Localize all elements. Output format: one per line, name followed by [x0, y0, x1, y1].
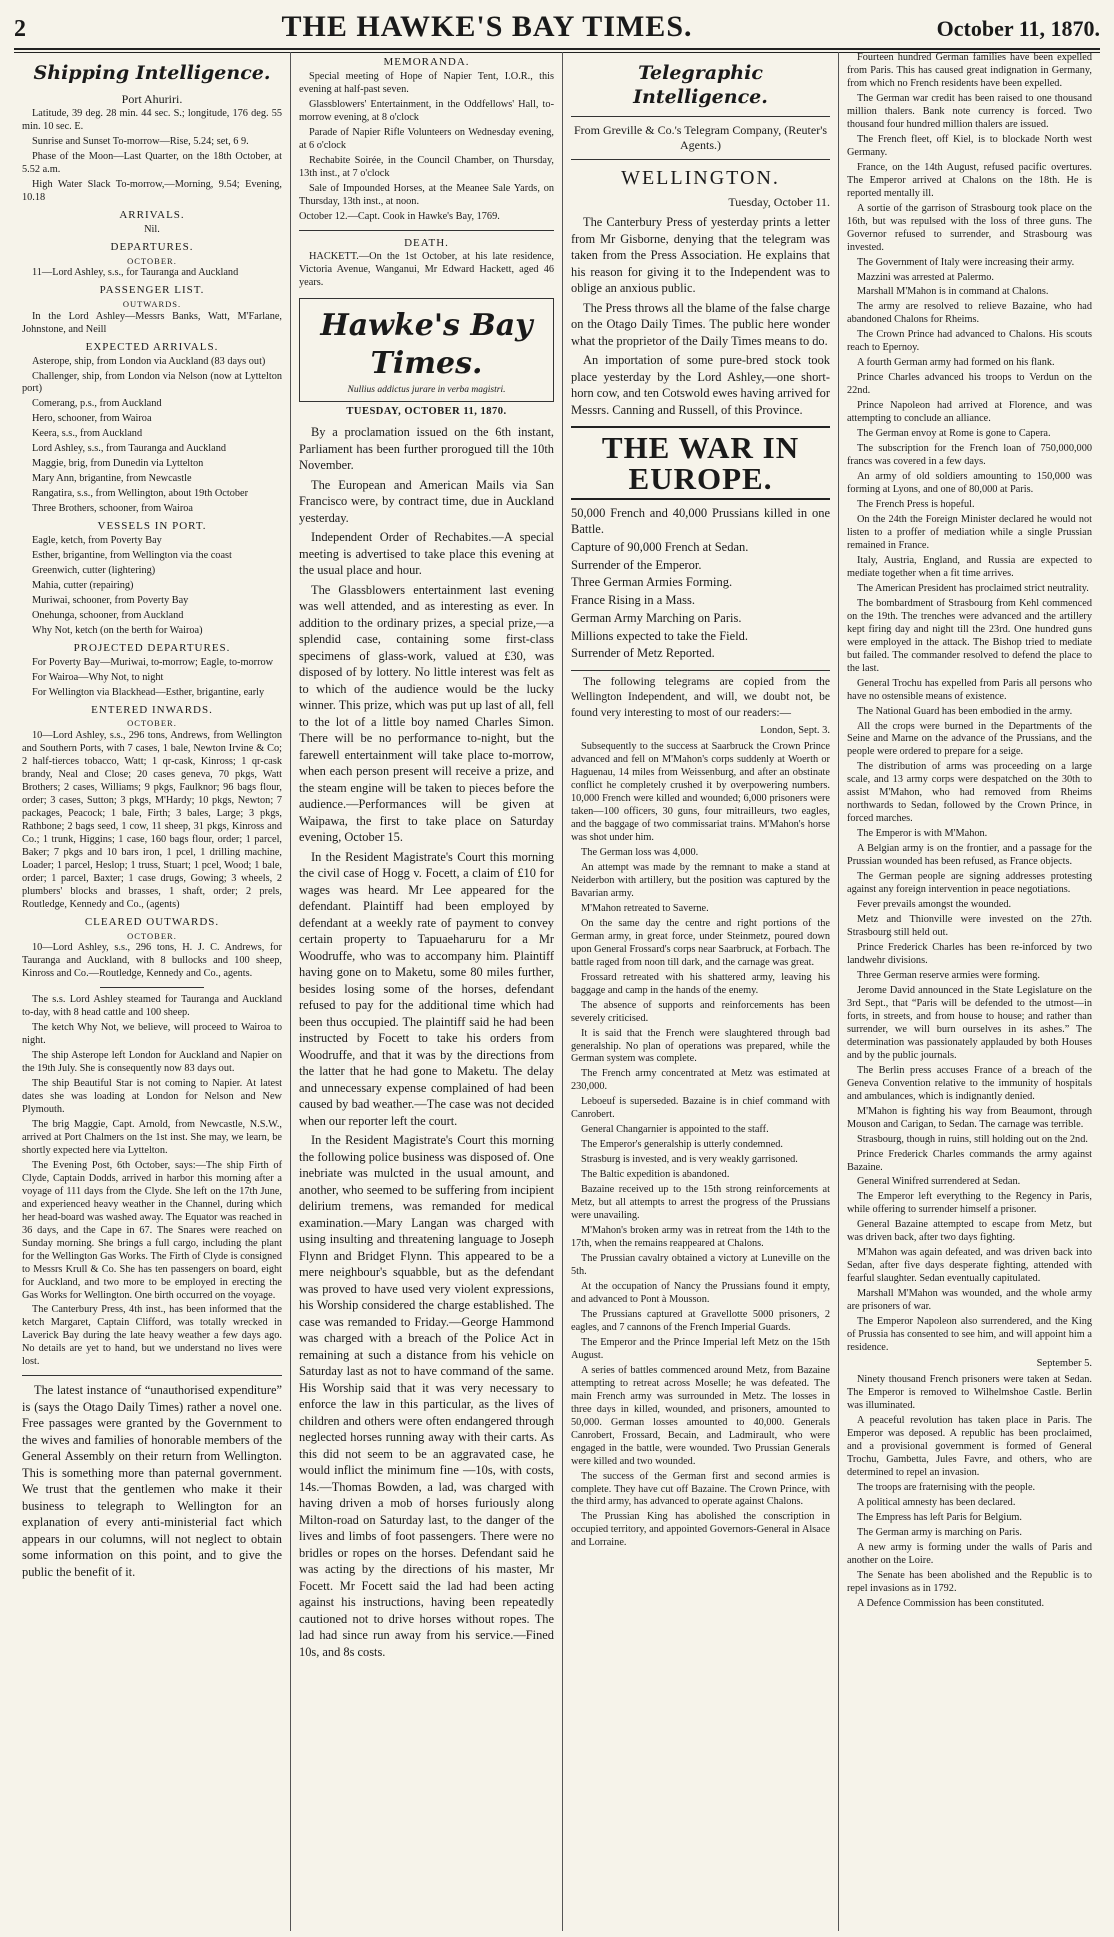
expected-list: [22, 356, 282, 517]
memo-list: [299, 71, 554, 209]
war-title: THE WAR IN EUROPE.: [571, 426, 830, 500]
entered-month: OCTOBER.: [127, 718, 177, 729]
projected-departure-line: For Poverty Bay—Muriwai, to-morrow; Eagle, to-morrow: [32, 656, 274, 668]
departures-title: DEPARTURES.: [110, 240, 194, 253]
shipping-heading: Shipping Intelligence.: [33, 62, 271, 84]
telegram-paragraph: The Emperor's generalship is utterly condemned.: [581, 1139, 784, 1151]
telegram-paragraph: On the same day the centre and right portions of the German army, in great force, under Steinmetz, poured down upon General Frossard's corps near Saarbruck, at Forbach. The battle raged from noon till dark, and the carnage was great.: [571, 917, 831, 968]
entered-text: 10—Lord Ashley, s.s., 296 tons, Andrews, from Wellington and Southern Ports, with 7 cases, 1 bale, Newton Irvine & Co; 2 half-tierces tobacco, Watt; 1 qr-cask, Kinross; 1 qr-cask brandy, Neal and Close; 20 cases geneva, 70 pkgs, Watt Brothers; 2 cases, Williams; 9 pkgs, Faulknor; 96 bags flour, order; 3 cases, Sutton; 3 pkgs, M'Hardy; 10 pkgs, Newton; 7 packages, Peacock; 1 bale, Firth; 3 bales, Large; 3 pkgs, Rathbone; 2 bags seed, 1 cow, 11 sheep, 31 pkgs, Kinross and Co.; 1 trunk, Higgins; 1 case, 160 bags flour, order; 1 parcel, Baker; 7 pkgs and 10 bars iron, 1 pcel, 1 drilling machine, Loader; 1 parcel, Heslop; 1 truss, Stuart; 1 pcel, Wood; 1 bale, order; 1 parcel, Baxter; 1 case drugs, Gowing; 3 wheels, 2 plumbers' blocks and brasses, 1 shaft, order; 2 prels, Routledge, Kennedy and Co., (agents): [22, 730, 282, 910]
moon-text: Phase of the Moon—Last Quarter, on the 18th October, at 5.52 a.m.: [22, 150, 282, 175]
divider: [100, 987, 204, 988]
arrivals-text: Nil.: [144, 223, 160, 235]
war-news-paragraph: An army of old soldiers amounting to 150,000 was forming at Lyons, and one of 80,000 at Paris.: [847, 471, 1092, 496]
war-news-paragraph: The Emperor is with M'Mahon.: [857, 828, 988, 840]
leader-paragraphs: [299, 424, 554, 1660]
columns: [14, 52, 1100, 1931]
war-headline: Surrender of the Emperor.: [571, 557, 702, 572]
wellington-paragraph: The Press throws all the blame of the false charge on the Otago Daily Times. The public here wonder what the proprietor of the Daily Times means to do.: [571, 300, 830, 348]
telegram-dateline: London, Sept. 3.: [760, 724, 830, 736]
cleared-text: 10—Lord Ashley, s.s., 296 tons, H. J. C. Andrews, for Tauranga and Auckland, with 8 bullocks and 100 sheep, Kinross and Co.—Routledge, Kennedy and Co., agents.: [22, 942, 282, 980]
city-heading: WELLINGTON.: [621, 167, 780, 190]
war-news-paragraph: The troops are fraternising with the people.: [857, 1482, 1036, 1494]
war-news-paragraph: Fourteen hundred German families have been expelled from Paris. This has caused great indignation in Germany, from which no French residents have been expelled.: [847, 52, 1092, 89]
war-news-paragraph: Prince Napoleon had arrived at Florence, and was attempting to conclude an alliance.: [847, 400, 1092, 425]
war-headline: Millions expected to take the Field.: [571, 628, 749, 643]
paper-name: THE HAWKE'S BAY TIMES.: [281, 10, 693, 43]
expected-arrival-line: Challenger, ship, from London via Nelson (now at Lyttelton port): [22, 370, 282, 395]
war-news-paragraph: The French fleet, off Kiel, is to blockade North west Germany.: [847, 133, 1092, 158]
shipping-note: The s.s. Lord Ashley steamed for Tauranga and Auckland to-day, with 8 head cattle and 100 sheep.: [22, 994, 282, 1019]
war-headline: German Army Marching on Paris.: [571, 610, 742, 625]
telegram-paragraph: The Emperor and the Prince Imperial left Metz on the 15th August.: [571, 1336, 830, 1361]
column-shipping: [14, 52, 290, 1931]
war-news-paragraph: A sortie of the garrison of Strasbourg took place on the 16th, but was repulsed with the loss of three guns. The Governor refused to surrender, and Strasbourg was invested.: [847, 202, 1092, 253]
vessel-in-port-line: Esther, brigantine, from Wellington via the coast: [32, 550, 232, 562]
projected-departure-line: For Wellington via Blackhead—Esther, brigantine, early: [32, 686, 265, 698]
telegram-paragraph: A series of battles commenced around Metz, from Bazaine attempting to retreat across Moselle; he was defeated. The main French army was surrounded in Metz. The losses in three days in killed, wounded, and prisoners, amounted to 50,000. German losses amounted to 40,000. Generals Canrobert, Frossard, Becain, and Ladmirault, who were engaged in the battle, were wounded. Two Prussian Generals were killed and two wounded.: [571, 1364, 830, 1467]
war-news-paragraph: On the 24th the Foreign Minister declared he would not listen to a proffer of mediation while a single Prussian remained in France.: [847, 513, 1092, 551]
war-headline: Capture of 90,000 French at Sedan.: [571, 539, 749, 554]
war-news-paragraph: The Government of Italy were increasing their army.: [857, 256, 1075, 268]
projected-list: [22, 657, 282, 700]
war-headline: Surrender of Metz Reported.: [571, 646, 715, 661]
inport-title: VESSELS IN PORT.: [97, 520, 207, 533]
war-news-paragraph: Mazzini was arrested at Palermo.: [857, 271, 994, 283]
leader-paragraph: By a proclamation issued on the 6th instant, Parliament has been further prorogued till the 10th November.: [299, 425, 554, 473]
expected-arrival-line: Rangatira, s.s., from Wellington, about 19th October: [32, 488, 249, 500]
telegram-paragraph: The French army concentrated at Metz was estimated at 230,000.: [571, 1068, 830, 1093]
telegram-paragraph: The Prussians captured at Gravellotte 5000 prisoners, 2 eagles, and 7 cannons of the French Imperial Guards.: [571, 1308, 830, 1333]
telegram-paragraph: M'Mahon retreated to Saverne.: [581, 902, 709, 914]
war-news-paragraph: The bombardment of Strasbourg from Kehl commenced on the 19th. The trenches were advanced and the artillery kept firing day and night till the 23rd. One hundred guns were employed in the attack. The Bishop tried to mediate but failed. The commander resolved to defend the place to the last.: [847, 597, 1092, 674]
war-headline: France Rising in a Mass.: [571, 593, 695, 608]
expected-arrival-line: Comerang, p.s., from Auckland: [32, 398, 162, 410]
editorial-text: The latest instance of “unauthorised expenditure” is (says the Otago Daily Times) rather a novel one. Free passages were granted by the Government to the wives and families of honorable members of the General Assembly on their return from Wellington. This is something more than paternal government. We trust that the gentlemen who make it their business to telegraph to Wellington for an explanation of every anti-ministerial fact which appears in our columns, will not neglect to obtain some information on this point, and to give the public the benefit of it.: [22, 1383, 282, 1579]
war-news-paragraph: The Emperor left everything to the Regency in Paris, while offering to surrender himself a prisoner.: [847, 1191, 1092, 1216]
war-news-paragraph: A peaceful revolution has taken place in Paris. The Emperor was deposed. A republic has been proclaimed, and a provisional government is formed of General Trochu, Gambetta, Jules Favre, and others, who are determined to repel an invasion.: [847, 1415, 1092, 1479]
passenger-title: PASSENGER LIST.: [99, 284, 205, 297]
expected-arrival-line: Three Brothers, schooner, from Wairoa: [32, 503, 193, 515]
expected-arrival-line: Maggie, brig, from Dunedin via Lyttelton: [32, 458, 204, 470]
divider: [571, 670, 830, 671]
war-news-paragraph: Prince Charles advanced his troops to Verdun on the 22nd.: [847, 372, 1092, 397]
war-dateline: September 5.: [1036, 1358, 1092, 1370]
war-news-paragraph: Strasbourg, though in ruins, still holding out on the 2nd.: [857, 1133, 1088, 1145]
arrivals-title: ARRIVALS.: [119, 208, 185, 221]
memo-line: Special meeting of Hope of Napier Tent, I.O.R., this evening at half-past seven.: [299, 70, 554, 95]
war-headlines: [571, 506, 830, 662]
war-news-paragraph: Jerome David announced in the State Legislature on the 3rd Sept., that “Paris will be defended to the utmost—in forts, in streets, and from house to house; and rather than surrender, we will burn ourselves in its ashes.” The determination was passionately applauded by both Houses and by the public journals.: [847, 984, 1092, 1061]
telegram-paragraph: Leboeuf is superseded. Bazaine is in chief command with Canrobert.: [571, 1096, 830, 1121]
divider: [299, 230, 554, 231]
vessel-in-port-line: Greenwich, cutter (lightering): [32, 565, 156, 576]
leader-paragraph: In the Resident Magistrate's Court this morning the following police business was disposed of. One inebriate was mulcted in the usual amount, and another, who seemed to be suffering from incipient delirium tremens, was remanded for medical examination.—Mary Langan was charged with using insulting and threatening language to Joseph Flynn and Bridget Flynn. This appeared to be a mere neighbour's squabble, but as the defendant was proved to have used very violent expressions, his Worship considered the charge established. The case was remanded to Friday.—George Hammond was charged with a breach of the Police Act in remaining at such a distance from his vehicle on Saturday last as not to have command of the same. His Worship said that it was very necessary to enforce the law in this particular, as the lives of children and others were often endangered through neglected horses running away with their carts. As this did not seem to be an aggravated case, he would inflict the minimum fine —10s, with costs, 14s.—Thomas Bowden, a lad, was charged with having driven a mob of horses furiously along Milton-road on Saturday last, to the danger of the lives and limbs of foot passengers. There were no bridles or ropes on the horses. Defendant said he was acting by the directions of his master, Mr Focett. Mr Focett said the lad had been acting against his instructions, having been repeatedly cautioned not to drive horses without ropes. The lad had since run away from his service.—Fined 10s, and 8s costs.: [299, 1133, 554, 1659]
inport-list: [22, 535, 282, 638]
telegram-intro: The following telegrams are copied from the Wellington Independent, and will, we doubt not, be found very interesting to most of our readers:—: [571, 676, 830, 719]
vessel-in-port-line: Onehunga, schooner, from Auckland: [32, 609, 184, 621]
wellington-paragraphs: [571, 214, 830, 418]
shipping-note: The Evening Post, 6th October, says:—The ship Firth of Clyde, Captain Dodds, arrived in harbor this morning after a voyage of 111 days from the Clyde. She left on the 17th June, and experienced heavy weather in the Channel, during which her head-board was washed away. The Equator was reached in 36 days, and the Cape in 67. The Snares were reached on Sunday morning. She brings a full cargo, including the plant for the Wellington Gas Works. The Firth of Clyde is consigned to Messrs Krull & Co. She has ten passengers on board, eight for Auckland, and two more to be employed in erecting the Gas Works for Wellington. One birth occurred on the voyage.: [22, 1159, 282, 1301]
vessel-in-port-line: Muriwai, schooner, from Poverty Bay: [32, 594, 189, 606]
telegram-paragraph: General Changarnier is appointed to the staff.: [581, 1124, 769, 1136]
telegram-source: From Greville & Co.'s Telegram Company, (Reuter's Agents.): [573, 122, 828, 152]
war-news-paragraph: All the crops were burned in the Departments of the Seine and Marne on the advance of the Prussians, and the people were ordered to prepare for a seige.: [847, 720, 1092, 758]
memo-line: Parade of Napier Rifle Volunteers on Wednesday evening, at 6 o'clock: [299, 126, 554, 151]
paper-title: Hawke's Bay Times.: [320, 308, 533, 382]
war-news-paragraph: The army are resolved to relieve Bazaine, who had abandoned Chalons for Rheims.: [847, 301, 1092, 326]
telegram-paragraph: The Prussian cavalry obtained a victory at Luneville on the 5th.: [571, 1253, 830, 1278]
war-news-paragraph: The Berlin press accuses France of a breach of the Geneva Convention relative to the immunity of hospitals and ambulances, which is indignantly denied.: [847, 1064, 1092, 1102]
war-news-paragraph: Marshall M'Mahon was wounded, and the whole army are prisoners of war.: [847, 1288, 1092, 1313]
memo-line: Sale of Impounded Horses, at the Meanee Sale Yards, on Thursday, 13th inst., at noon.: [299, 182, 554, 207]
shipping-notes: [22, 994, 282, 1369]
expected-arrival-line: Keera, s.s., from Auckland: [32, 428, 143, 440]
war-news-paragraph: Ninety thousand French prisoners were taken at Sedan. The Emperor is removed to Wilhelmshoe Castle. Berlin was illuminated.: [847, 1374, 1092, 1412]
war-news-paragraph: M'Mahon is fighting his way from Beaumont, through Mouson and Carigan, to Sedan. The carnage was terrible.: [847, 1105, 1092, 1130]
passenger-text: In the Lord Ashley—Messrs Banks, Watt, M'Farlane, Johnstone, and Neill: [22, 310, 282, 335]
leader-paragraph: Independent Order of Rechabites.—A special meeting is advertised to take place this evening at the usual place and hour.: [299, 530, 554, 578]
telegram-paragraph: Bazaine received up to the 15th strong reinforcements at Metz, but all attempts to arrest the progress of the Prussians were unavailing.: [571, 1184, 830, 1222]
war-news-paragraph: The Crown Prince had advanced to Chalons. His scouts reach to Epernoy.: [847, 329, 1092, 354]
page-number: 2: [14, 16, 26, 42]
death-title: DEATH.: [404, 236, 449, 249]
column-telegraphic: [562, 52, 838, 1931]
war-news-paragraph: The French Press is hopeful.: [857, 499, 975, 510]
war-news-paragraph: France, on the 14th August, refused pacific overtures. The Emperor arrived at Chalons on the 18th. He is reported mentally ill.: [847, 161, 1092, 199]
port-name: Port Ahuriri.: [121, 91, 183, 106]
war-news-paragraph: The American President has proclaimed strict neutrality.: [857, 582, 1089, 594]
city-date: Tuesday, October 11.: [728, 195, 830, 210]
war-news-paragraph: A political amnesty has been declared.: [857, 1497, 1016, 1508]
telegram-paragraph: The success of the German first and second armies is complete. They have cut off Bazaine. The Crown Prince, with the third army, has advanced to operate against Chalons.: [571, 1470, 830, 1508]
memo-line: Glassblowers' Entertainment, in the Oddfellows' Hall, to-morrow evening, at 8 o'clock: [299, 98, 554, 123]
leader-paragraph: The European and American Mails via San Francisco were, by contract time, due in Auckland yesterday.: [299, 477, 554, 525]
cleared-month: OCTOBER.: [127, 930, 177, 941]
memo-line: Rechabite Soirée, in the Council Chamber, on Thursday, 13th inst., at 7 o'clock: [299, 154, 554, 179]
war-news-paragraph: Prince Frederick Charles commands the army against Bazaine.: [847, 1148, 1092, 1173]
column-war-news: [838, 52, 1100, 1931]
war-news-paragraph: The Emperor Napoleon also surrendered, and the King of Prussia has consented to see him, and will appoint him a residence.: [847, 1316, 1092, 1354]
telegram-paragraph: At the occupation of Nancy the Prussians found it empty, and advanced to Pont à Mousson.: [571, 1280, 830, 1305]
wellington-paragraph: The Canterbury Press of yesterday prints a letter from Mr Gisborne, denying that the telegram was taken from the Press Association. He explains that his reason for giving it to the Independent was to oblige an anxious public.: [571, 215, 830, 296]
war-news-paragraph: General Bazaine attempted to escape from Metz, but was driven back, after two days fighting.: [847, 1219, 1092, 1244]
expected-title: EXPECTED ARRIVALS.: [85, 340, 219, 353]
divider: [22, 1375, 282, 1376]
paper-motto: Nullius addictus jurare in verba magistri.: [347, 384, 506, 395]
telegram-paragraph: An attempt was made by the remnant to make a stand at Neiderbon with artillery, but the position was captured by the Bavarian army.: [571, 861, 830, 899]
sunrise-text: Sunrise and Sunset To-morrow—Rise, 5.24; set, 6 9.: [32, 135, 249, 147]
shipping-note: The Canterbury Press, 4th inst., has been informed that the ketch Margaret, Captain Clifford, was totally wrecked in Laverick Bay during the late heavy weather a few days ago. No details are yet to hand, but we understand no lives were lost.: [22, 1304, 282, 1368]
expected-arrival-line: Asterope, ship, from London via Auckland (83 days out): [32, 355, 266, 367]
telegraphic-heading: Telegraphic Intelligence.: [633, 62, 768, 108]
expected-arrival-line: Mary Ann, brigantine, from Newcastle: [32, 473, 192, 485]
shipping-note: The ship Asterope left London for Auckland and Napier on the 19th July. She is consequently now 83 days out.: [22, 1050, 282, 1075]
war-news-paragraph: The Senate has been abolished and the Republic is to repel invasions as in 1792.: [847, 1569, 1092, 1594]
death-text: HACKETT.—On the 1st October, at his late residence, Victoria Avenue, Wanganui, Mr Edward Hackett, aged 46 years.: [299, 251, 554, 289]
lat-long: Latitude, 39 deg. 28 min. 44 sec. S.; longitude, 176 deg. 55 min. 10 sec. E.: [22, 108, 282, 133]
war-news-paragraph: A new army is forming under the walls of Paris and another on the Loire.: [847, 1541, 1092, 1566]
high-water-text: High Water Slack To-morrow,—Morning, 9.54; Evening, 10.18: [22, 178, 282, 203]
war-news-paragraph: A fourth German army had formed on his flank.: [857, 357, 1055, 369]
issue-date: October 11, 1870.: [936, 16, 1100, 41]
cleared-title: CLEARED OUTWARDS.: [84, 915, 220, 928]
paper-title-block: [299, 298, 554, 402]
war-headline: 50,000 French and 40,000 Prussians killed in one Battle.: [571, 506, 830, 537]
telegram-paragraph: The Prussian King has abolished the conscription in occupied territory, and appointed Governors-General in Alsace and Lorraine.: [571, 1511, 830, 1549]
war-news-paragraph: A Defence Commission has been constituted.: [857, 1597, 1045, 1609]
war-news-paragraph: Metz and Thionville were invested on the 27th. Strasbourg still held out.: [847, 914, 1092, 939]
divider: [571, 159, 830, 160]
telegram-paragraph: The Baltic expedition is abandoned.: [581, 1169, 730, 1181]
departures-month: OCTOBER.: [127, 255, 177, 266]
vessel-in-port-line: Why Not, ketch (on the berth for Wairoa): [32, 624, 203, 636]
wellington-paragraph: An importation of some pure-bred stock took place yesterday by the Lord Ashley,—one short-horn cow, and ten Cotswold ewes having arrived for Messrs. Canning and Russell, of this Province.: [571, 353, 830, 417]
telegram-paragraph: The German loss was 4,000.: [581, 846, 699, 858]
war-news-paragraphs: [847, 52, 1092, 1355]
divider: [571, 116, 830, 117]
memo-footer: October 12.—Capt. Cook in Hawke's Bay, 1769.: [299, 210, 500, 222]
vessel-in-port-line: Mahia, cutter (repairing): [32, 579, 134, 591]
shipping-note: The ship Beautiful Star is not coming to Napier. At latest dates she was loading at London for Nelson and New Plymouth.: [22, 1078, 282, 1115]
telegram-paragraph: Strasburg is invested, and is very weakly garrisoned.: [581, 1154, 798, 1166]
war-headline: Three German Armies Forming.: [571, 575, 733, 590]
projected-title: PROJECTED DEPARTURES.: [73, 641, 231, 654]
war-news-paragraph: Prince Frederick Charles has been re-inforced by two landwehr divisions.: [847, 942, 1092, 966]
departures-text: 11—Lord Ashley, s.s., for Tauranga and Auckland: [32, 267, 239, 279]
war-news-paragraph: The German people are signing addresses protesting against any foreign intervention in peace negotiations.: [847, 871, 1092, 896]
intro-block: [571, 675, 830, 721]
war-news-paragraph: The German war credit has been raised to one thousand million thalers. Bank note currency is forced. Two thousand four hundred million thalers are issued.: [847, 92, 1092, 130]
telegram-paragraph: M'Mahon's broken army was in retreat from the 14th to the 17th, when the remains reappeared at Chalons.: [571, 1225, 830, 1250]
shipping-note: The brig Maggie, Capt. Arnold, from Newcastle, N.S.W., arrived at Port Chalmers on the 1st inst. She may, we learn, be shortly expected here via Lyttelton.: [22, 1118, 282, 1156]
war-news-paragraph: The Empress has left Paris for Belgium.: [857, 1511, 1023, 1523]
expected-arrival-line: Hero, schooner, from Wairoa: [32, 413, 152, 425]
war-news-paragraph: Three German reserve armies were forming.: [857, 969, 1040, 981]
war-news-paragraph: A Belgian army is on the frontier, and a passage for the Prussian wounded has been refused, as France objects.: [847, 843, 1092, 868]
leader-paragraph: In the Resident Magistrate's Court this morning the civil case of Hogg v. Focett, a claim of £10 for wages was heard. Mr Lee appeared for the defendant. Plaintiff had been employed by defendant at a weekly rate of payment to convey certain property to Tapuaeharuru for a Mr Woodruffe, who was to accompany him. Plaintiff having gone on to Maketu, some 80 miles further, besides losing some of the horses, defendant refused to pay for the additional time which had been thus occupied. The plaintiff said he had been instructed by Focett to take his orders from Woodruffe, and that it was by the directions from the latter that he had gone to Maketu. The delay and unnecessary expense complained of had been caused by bad weather.—The case was not decided when our reporter left the court.: [299, 849, 554, 1128]
vessel-in-port-line: Eagle, ketch, from Poverty Bay: [32, 535, 162, 547]
editorial-block: [22, 1382, 282, 1580]
expected-arrival-line: Lord Ashley, s.s., from Tauranga and Auckland: [32, 443, 227, 455]
war-news-paragraph: Fever prevails amongst the wounded.: [857, 899, 1012, 911]
war-news-paragraph: General Trochu has expelled from Paris all persons who have no ostensible means of existence.: [847, 677, 1092, 702]
leader-dateline: TUESDAY, OCTOBER 11, 1870.: [346, 405, 507, 417]
war-news-paragraph: Italy, Austria, England, and Russia are expected to mediate together when a fit time arrives.: [847, 554, 1092, 579]
telegram-list: [571, 741, 830, 1550]
war-news-paragraph: The German envoy at Rome is gone to Capera.: [857, 428, 1051, 440]
telegram-paragraph: Subsequently to the success at Saarbruck the Crown Prince advanced and fell on M'Mahon's corps suddenly at Woerth or Haguenau, 14 miles from Weissenburg, and after an obstinate conflict he completely crushed it by overpowering numbers. 10,000 French were killed and wounded; 6,000 prisoners were taken—100 officers, 30 guns, four mitrailleurs, two eagles, and the baggage of two commissariat trains. M'Mahon's horse was shot under him.: [571, 741, 830, 843]
war-news-paragraph: Marshall M'Mahon is in command at Chalons.: [857, 286, 1049, 298]
passenger-sub: OUTWARDS.: [122, 299, 182, 310]
war-news-paragraph: The National Guard has been embodied in the army.: [857, 705, 1073, 717]
projected-departure-line: For Wairoa—Why Not, to night: [32, 671, 164, 683]
war-news-paragraph: General Winifred surrendered at Sedan.: [857, 1176, 1021, 1188]
telegram-paragraph: The absence of supports and reinforcements has been severely criticised.: [571, 999, 830, 1024]
shipping-note: The ketch Why Not, we believe, will proceed to Wairoa to night.: [22, 1022, 282, 1047]
telegram-paragraph: Frossard retreated with his shattered army, leaving his baggage and camp in the hands of the enemy.: [571, 971, 830, 996]
masthead: [14, 10, 1100, 44]
entered-title: ENTERED INWARDS.: [91, 703, 213, 716]
memo-title: MEMORANDA.: [383, 56, 470, 68]
war-news-paragraph: The German army is marching on Paris.: [857, 1526, 1022, 1538]
column-local: [290, 52, 562, 1931]
war-news-paragraphs-2: [847, 1374, 1092, 1610]
war-news-paragraph: M'Mahon was again defeated, and was driven back into Sedan, after five days desperate fighting, attended with fearful slaughter. Sedan eventually capitulated.: [847, 1247, 1092, 1285]
leader-paragraph: The Glassblowers entertainment last evening was well attended, and as interesting as ever. In addition to the ordinary prizes, a special prize,—a splendid case, containing some first-class specimens of glass-work, valued at £30, was disposed of by lottery. No little interest was felt as to which of the audience would be the lucky winner. This prize, which was put up last of all, fell to the lot of a little boy named Charles Simon. There will be no performance to-night, but the farewell entertainment will take place to-morrow, when each person present will receive a prize, and the steam engine will be taken to pieces before the audience.—Performances will be given at Waipawa, the first to take place on Saturday evening, October 15.: [299, 582, 554, 845]
war-news-paragraph: The distribution of arms was proceeding on a large scale, and 13 army corps were despatched on the 30th to assist M'Mahon, who had removed from Rheims northwards to Sedan, followed by the Crown Prince, in forced marches.: [847, 761, 1092, 825]
telegram-paragraph: It is said that the French were slaughtered through bad generalship. No plan of operations was prepared, while the German system was complete.: [571, 1027, 830, 1065]
war-news-paragraph: The subscription for the French loan of 750,000,000 francs was covered in a few days.: [847, 443, 1092, 468]
